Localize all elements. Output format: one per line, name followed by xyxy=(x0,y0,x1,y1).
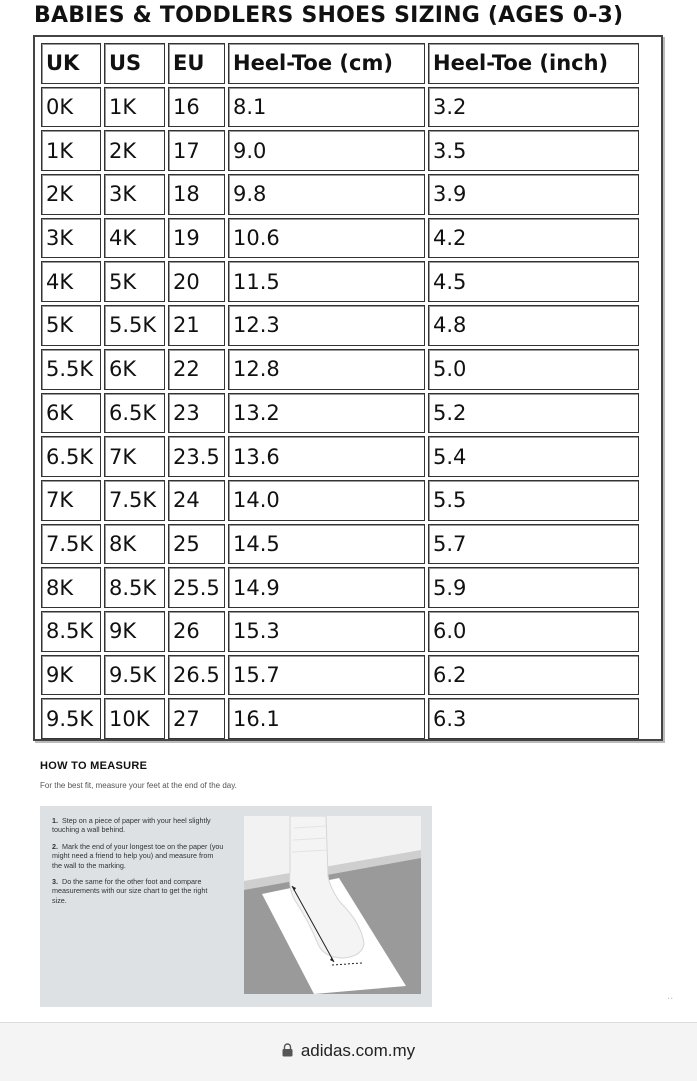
table-cell: 0K xyxy=(41,87,101,128)
column-header: EU xyxy=(168,43,225,84)
measure-instructions-panel xyxy=(40,806,432,1007)
table-cell: 8.5K xyxy=(104,567,165,608)
measure-steps xyxy=(52,816,224,912)
table-cell: 3K xyxy=(104,174,165,215)
table-cell: 14.9 xyxy=(228,567,425,608)
table-cell: 6K xyxy=(41,393,101,434)
side-dots: ·· xyxy=(667,994,674,1005)
foot-measure-image xyxy=(244,816,421,994)
url-bar[interactable] xyxy=(0,1041,697,1061)
table-row xyxy=(41,218,639,259)
table-cell: 3K xyxy=(41,218,101,259)
table-cell: 5.5K xyxy=(41,349,101,390)
how-to-measure-title: HOW TO MEASURE xyxy=(40,760,148,772)
table-cell: 24 xyxy=(168,480,225,521)
table-cell: 9.5K xyxy=(104,655,165,696)
table-cell: 6.5K xyxy=(41,436,101,477)
table-cell: 4.2 xyxy=(428,218,639,259)
table-row xyxy=(41,567,639,608)
table-cell: 7.5K xyxy=(104,480,165,521)
table-cell: 7.5K xyxy=(41,524,101,565)
how-to-measure-section xyxy=(40,760,440,790)
column-header: Heel-Toe (cm) xyxy=(228,43,425,84)
size-table xyxy=(38,40,642,742)
column-header: Heel-Toe (inch) xyxy=(428,43,639,84)
table-cell: 4K xyxy=(41,261,101,302)
size-table-frame xyxy=(33,35,663,741)
url-text: adidas.com.my xyxy=(300,1041,416,1060)
lock-icon xyxy=(282,1042,293,1056)
table-cell: 9K xyxy=(41,655,101,696)
table-row xyxy=(41,655,639,696)
table-row xyxy=(41,87,639,128)
table-row xyxy=(41,174,639,215)
table-cell: 12.3 xyxy=(228,305,425,346)
table-cell: 1K xyxy=(104,87,165,128)
step-number: 3. xyxy=(52,877,58,887)
table-cell: 5.2 xyxy=(428,393,639,434)
foot-measure-illustration xyxy=(244,816,421,994)
table-cell: 5.7 xyxy=(428,524,639,565)
how-to-measure-subtitle: For the best fit, measure your feet at the end of the day. xyxy=(40,781,237,790)
table-cell: 3.5 xyxy=(428,130,639,171)
table-cell: 5.5 xyxy=(428,480,639,521)
table-cell: 26 xyxy=(168,611,225,652)
table-cell: 22 xyxy=(168,349,225,390)
table-cell: 8.5K xyxy=(41,611,101,652)
table-row xyxy=(41,611,639,652)
table-cell: 4.8 xyxy=(428,305,639,346)
table-row xyxy=(41,130,639,171)
measure-step xyxy=(52,877,224,905)
table-cell: 17 xyxy=(168,130,225,171)
table-cell: 5.0 xyxy=(428,349,639,390)
column-header: US xyxy=(104,43,165,84)
table-row xyxy=(41,349,639,390)
table-cell: 6.0 xyxy=(428,611,639,652)
table-cell: 2K xyxy=(104,130,165,171)
table-row xyxy=(41,261,639,302)
page-title: BABIES & TODDLERS SHOES SIZING (AGES 0-3) xyxy=(34,3,624,28)
table-cell: 1K xyxy=(41,130,101,171)
table-row xyxy=(41,393,639,434)
step-text: Step on a piece of paper with your heel slightly touching a wall behind. xyxy=(52,816,211,835)
table-cell: 23 xyxy=(168,393,225,434)
table-cell: 4K xyxy=(104,218,165,259)
table-cell: 6.3 xyxy=(428,698,639,739)
table-cell: 27 xyxy=(168,698,225,739)
table-cell: 9.0 xyxy=(228,130,425,171)
table-cell: 5K xyxy=(104,261,165,302)
measure-step xyxy=(52,842,224,870)
step-number: 2. xyxy=(52,841,58,851)
table-cell: 5K xyxy=(41,305,101,346)
table-cell: 10.6 xyxy=(228,218,425,259)
table-row xyxy=(41,436,639,477)
step-text: Mark the end of your longest toe on the paper (you might need a friend to help you) and measure from the wall to the marking. xyxy=(52,841,224,870)
measure-step xyxy=(52,816,224,835)
table-cell: 25 xyxy=(168,524,225,565)
table-cell: 8.1 xyxy=(228,87,425,128)
table-cell: 6.5K xyxy=(104,393,165,434)
table-cell: 16.1 xyxy=(228,698,425,739)
table-cell: 8K xyxy=(41,567,101,608)
step-number: 1. xyxy=(52,816,58,825)
table-cell: 25.5 xyxy=(168,567,225,608)
table-cell: 19 xyxy=(168,218,225,259)
table-cell: 5.5K xyxy=(104,305,165,346)
table-row xyxy=(41,524,639,565)
table-cell: 6.2 xyxy=(428,655,639,696)
table-cell: 14.5 xyxy=(228,524,425,565)
table-cell: 12.8 xyxy=(228,349,425,390)
table-row xyxy=(41,305,639,346)
table-cell: 3.9 xyxy=(428,174,639,215)
table-cell: 13.6 xyxy=(228,436,425,477)
table-row xyxy=(41,480,639,521)
table-cell: 7K xyxy=(41,480,101,521)
column-header: UK xyxy=(41,43,101,84)
table-cell: 13.2 xyxy=(228,393,425,434)
table-cell: 26.5 xyxy=(168,655,225,696)
table-cell: 9K xyxy=(104,611,165,652)
table-cell: 9.5K xyxy=(41,698,101,739)
table-cell: 6K xyxy=(104,349,165,390)
table-cell: 15.3 xyxy=(228,611,425,652)
table-cell: 8K xyxy=(104,524,165,565)
table-cell: 2K xyxy=(41,174,101,215)
table-cell: 23.5 xyxy=(168,436,225,477)
table-cell: 4.5 xyxy=(428,261,639,302)
table-cell: 7K xyxy=(104,436,165,477)
table-cell: 5.9 xyxy=(428,567,639,608)
browser-footer-bar xyxy=(0,1022,697,1081)
table-cell: 11.5 xyxy=(228,261,425,302)
table-cell: 10K xyxy=(104,698,165,739)
step-text: Do the same for the other foot and compare measurements with our size chart to get the right size. xyxy=(52,877,208,905)
table-cell: 5.4 xyxy=(428,436,639,477)
table-cell: 20 xyxy=(168,261,225,302)
table-cell: 14.0 xyxy=(228,480,425,521)
table-header-row xyxy=(41,43,639,84)
table-cell: 9.8 xyxy=(228,174,425,215)
table-cell: 18 xyxy=(168,174,225,215)
table-row xyxy=(41,698,639,739)
table-cell: 3.2 xyxy=(428,87,639,128)
table-cell: 16 xyxy=(168,87,225,128)
table-cell: 15.7 xyxy=(228,655,425,696)
table-cell: 21 xyxy=(168,305,225,346)
